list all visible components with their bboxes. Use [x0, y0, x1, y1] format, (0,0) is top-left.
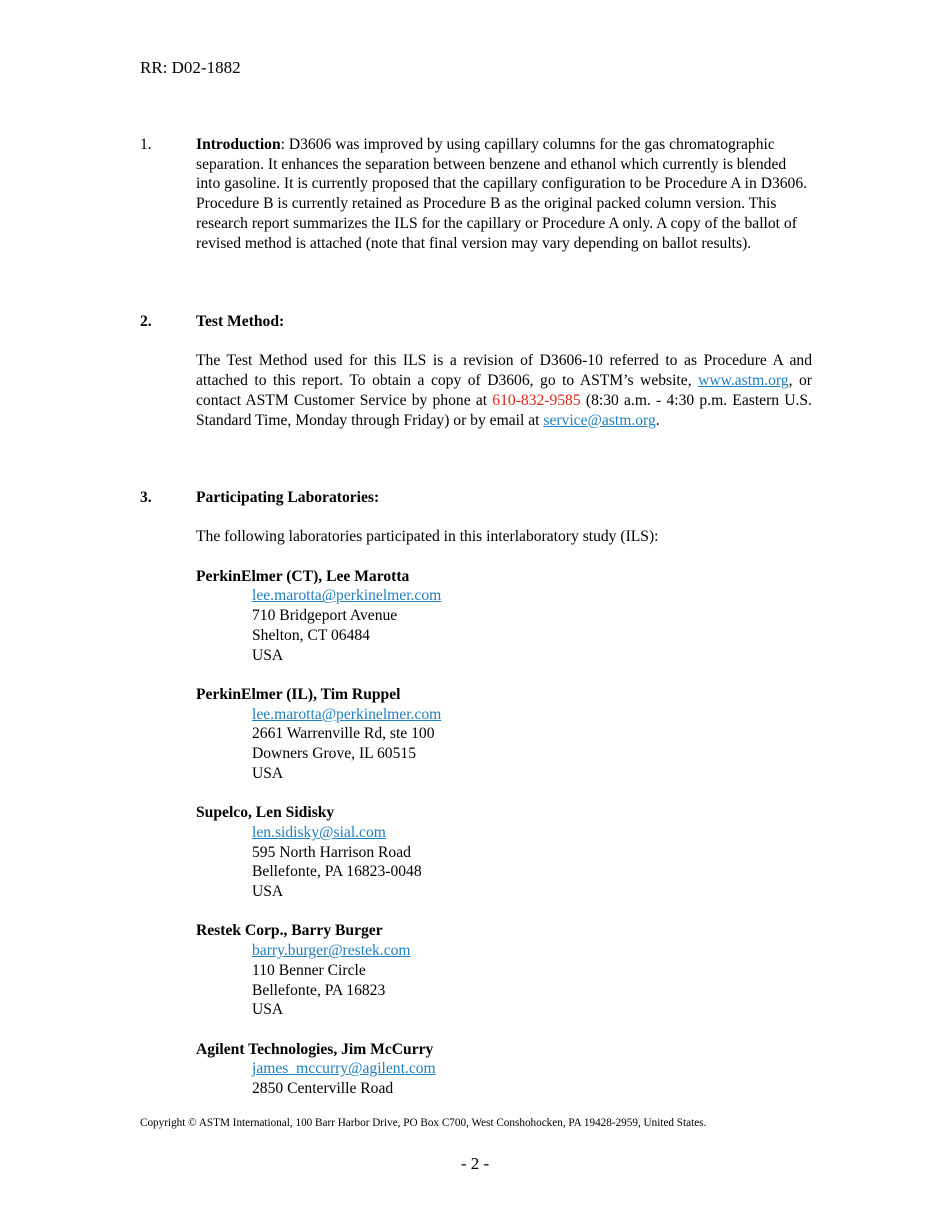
address-line: 710 Bridgeport Avenue [252, 607, 398, 625]
section-number: 2. [140, 313, 152, 330]
address-line: Downers Grove, IL 60515 [252, 745, 416, 763]
copyright-footer: Copyright © ASTM International, 100 Barr Harbor Drive, PO Box C700, West Conshohocken, PA 19428-2959, United States. [140, 1117, 707, 1129]
report-id-header: RR: D02-1882 [140, 58, 241, 77]
lab-name: Restek Corp., Barry Burger [196, 922, 383, 940]
address-line: 110 Benner Circle [252, 961, 366, 979]
address-line: 2661 Warrenville Rd, ste 100 [252, 725, 435, 743]
lab-email-link[interactable]: len.sidisky@sial.com [252, 823, 386, 841]
service-email-link[interactable]: service@astm.org [543, 411, 656, 429]
lab-name: PerkinElmer (CT), Lee Marotta [196, 567, 410, 585]
address-line: Bellefonte, PA 16823-0048 [252, 863, 422, 881]
address-line: 2850 Centerville Road [252, 1080, 394, 1097]
section-test-method [140, 312, 812, 430]
introduction-text: : D3606 was improved by using capillary columns for the gas chromatographic separation. It enhances the separation between benzene and ethanol which currently is blended into gasoline. It is currently proposed that the capillary configuration to be Procedure A in D3606. Procedure B is currently retained as Procedure B as the original packed column version. This research report summarizes the ILS for the capillary or Procedure A only. A copy of the ballot of revised method is attached (note that final version may vary depending on ballot results). [196, 136, 808, 252]
lab-entry [196, 685, 812, 784]
introduction-title: Introduction [196, 136, 281, 153]
lab-email-link[interactable]: lee.marotta@perkinelmer.com [252, 705, 442, 723]
lab-entry [196, 803, 812, 902]
test-method-paragraph: The Test Method used for this ILS is a revision of D3606-10 referred to as Procedure A and attached to this report. To obtain a copy of D3606, go to ASTM’s website, www.astm.org, or contact ASTM Customer Service by phone at 610-832-9585 (8:30 a.m. - 4:30 p.m. Eastern U.S. Standard Time, Monday through Friday) or by email at service@astm.org. [196, 352, 812, 429]
lab-name: PerkinElmer (IL), Tim Ruppel [196, 685, 401, 703]
lab-email-link[interactable]: lee.marotta@perkinelmer.com [252, 587, 442, 605]
test-method-title: Test Method: [196, 313, 285, 330]
labs-title: Participating Laboratories: [196, 489, 380, 506]
lab-email-link[interactable]: james_mccurry@agilent.com [252, 1060, 436, 1078]
lab-entry [196, 921, 812, 1020]
labs-intro: The following laboratories participated in this interlaboratory study (ILS): [196, 528, 659, 546]
section-number: 3. [140, 489, 152, 506]
address-line: USA [252, 1001, 284, 1019]
section-introduction [140, 135, 812, 253]
section-number: 1. [140, 136, 152, 153]
customer-service-phone: 610-832-9585 [492, 391, 581, 409]
address-line: USA [252, 764, 284, 782]
lab-name: Agilent Technologies, Jim McCurry [196, 1040, 434, 1058]
page-number: - 2 - [460, 1154, 490, 1173]
lab-email-link[interactable]: barry.burger@restek.com [252, 942, 411, 960]
section-participating-laboratories [140, 488, 812, 1099]
address-line: Shelton, CT 06484 [252, 626, 370, 644]
lab-entry [196, 567, 812, 666]
address-line: Bellefonte, PA 16823 [252, 981, 386, 999]
introduction-paragraph [196, 135, 812, 253]
address-line: 595 North Harrison Road [252, 843, 411, 861]
astm-website-link[interactable]: www.astm.org [698, 372, 789, 390]
lab-entry [196, 1040, 812, 1099]
address-line: USA [252, 646, 284, 664]
address-line: USA [252, 883, 284, 900]
lab-name: Supelco, Len Sidisky [196, 804, 335, 822]
